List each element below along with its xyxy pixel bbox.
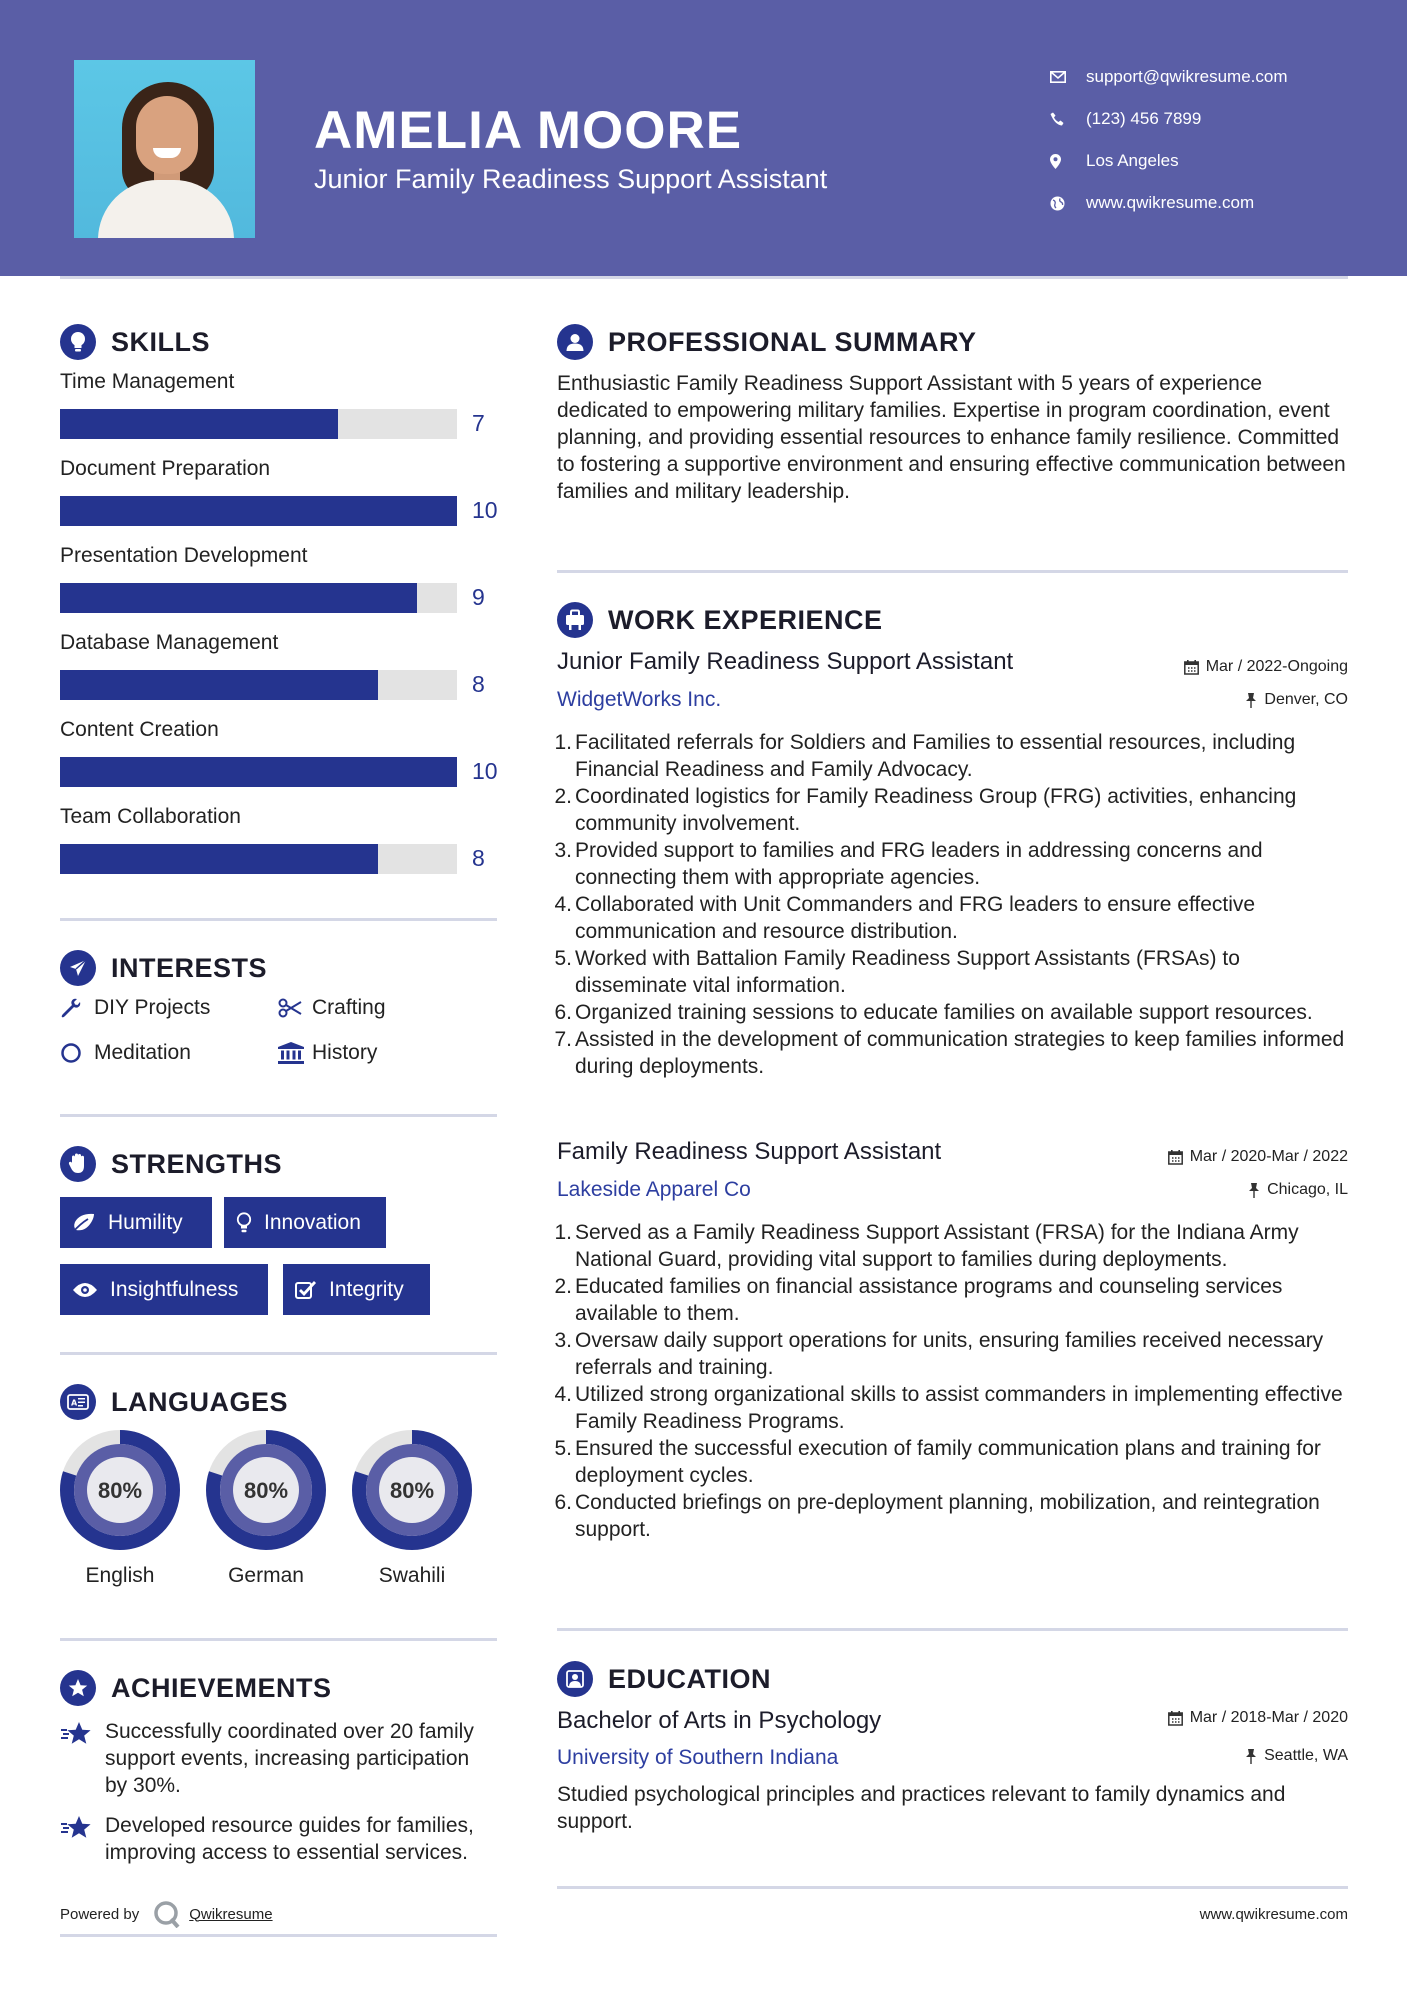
graduate-icon bbox=[557, 1661, 593, 1697]
language-ring bbox=[60, 1430, 180, 1550]
job-dates bbox=[1048, 1148, 1348, 1166]
resume-header bbox=[0, 0, 1407, 276]
skill-value: 10 bbox=[472, 758, 498, 784]
qwikresume-logo-icon bbox=[153, 1900, 181, 1928]
profile-photo bbox=[74, 60, 255, 238]
job-dates-text: Mar / 2020-Mar / 2022 bbox=[1189, 1148, 1348, 1165]
bullet-text: Worked with Battalion Family Readiness Support Assistants (FRSAs) to disseminate vital information. bbox=[575, 947, 1240, 997]
star-icon bbox=[60, 1812, 105, 1866]
interests-divider bbox=[60, 1114, 497, 1117]
calendar-icon bbox=[1168, 1150, 1183, 1165]
skill-name: Presentation Development bbox=[60, 544, 308, 567]
education-location-text: Seattle, WA bbox=[1264, 1747, 1348, 1764]
job-bullet-list bbox=[553, 1219, 1353, 1543]
job-role: Family Readiness Support Assistant bbox=[557, 1138, 942, 1165]
skill-bar-fill bbox=[60, 583, 417, 613]
job-bullet bbox=[553, 1381, 1353, 1435]
pushpin-icon bbox=[1245, 1748, 1257, 1764]
contact-email[interactable] bbox=[1050, 56, 1288, 98]
skill-name: Team Collaboration bbox=[60, 805, 241, 828]
skills-divider bbox=[60, 918, 497, 921]
job-bullet bbox=[553, 1435, 1353, 1489]
skill-value: 7 bbox=[472, 410, 485, 436]
languages-divider bbox=[60, 1638, 497, 1641]
skill-bar-track bbox=[60, 409, 457, 439]
summary-divider bbox=[557, 570, 1348, 573]
powered-by-brand[interactable]: Qwikresume bbox=[189, 1905, 273, 1923]
contact-website[interactable] bbox=[1050, 182, 1288, 224]
job-dates-text: Mar / 2022-Ongoing bbox=[1205, 658, 1348, 675]
candidate-title: Junior Family Readiness Support Assistant bbox=[314, 164, 828, 194]
bullet-number: 7. bbox=[554, 1028, 572, 1051]
bullet-number: 2. bbox=[554, 1275, 572, 1298]
language-name: English bbox=[85, 1564, 155, 1587]
language-item bbox=[352, 1430, 472, 1588]
education-location bbox=[1048, 1747, 1348, 1765]
education-degree: Bachelor of Arts in Psychology bbox=[557, 1707, 882, 1734]
bullet-number: 4. bbox=[554, 893, 572, 916]
education-description: Studied psychological principles and practices relevant to family dynamics and support. bbox=[557, 1783, 1286, 1833]
work-divider bbox=[557, 1628, 1348, 1631]
interest-item bbox=[60, 996, 210, 1020]
bullet-number: 2. bbox=[554, 785, 572, 808]
map-pin-icon bbox=[1050, 154, 1086, 169]
strengths-heading bbox=[60, 1146, 282, 1182]
language-name: German bbox=[228, 1564, 304, 1587]
star-badge-icon bbox=[60, 1670, 96, 1706]
strength-label: Innovation bbox=[264, 1210, 361, 1234]
eye-icon bbox=[72, 1282, 98, 1298]
languages-heading bbox=[60, 1384, 288, 1420]
interests-title: INTERESTS bbox=[111, 952, 268, 983]
achievement-text: Successfully coordinated over 20 family support events, increasing participation by 30%. bbox=[105, 1720, 474, 1797]
language-ring bbox=[352, 1430, 472, 1550]
work-title: WORK EXPERIENCE bbox=[608, 604, 883, 635]
bullet-number: 1. bbox=[554, 731, 572, 754]
job-bullet bbox=[553, 729, 1353, 783]
hand-icon bbox=[60, 1146, 96, 1182]
skill-name: Document Preparation bbox=[60, 457, 271, 480]
interest-label: DIY Projects bbox=[94, 996, 211, 1019]
skill-bar-fill bbox=[60, 844, 378, 874]
skill-item bbox=[60, 544, 500, 610]
skill-value: 8 bbox=[472, 845, 485, 871]
education-dates bbox=[1048, 1709, 1348, 1727]
briefcase-icon bbox=[557, 602, 593, 638]
interest-item bbox=[278, 1041, 377, 1065]
check-square-icon bbox=[295, 1280, 317, 1300]
bullet-number: 4. bbox=[554, 1383, 572, 1406]
bullet-number: 1. bbox=[554, 1221, 572, 1244]
skill-bar-fill bbox=[60, 670, 378, 700]
lightbulb-icon bbox=[60, 324, 96, 360]
summary-title: PROFESSIONAL SUMMARY bbox=[608, 326, 977, 357]
wrench-icon bbox=[60, 997, 94, 1019]
pushpin-icon bbox=[1245, 692, 1257, 708]
skill-bar-track bbox=[60, 670, 457, 700]
circle-icon bbox=[60, 1042, 94, 1064]
skill-bar-track bbox=[60, 844, 457, 874]
job-bullet bbox=[553, 783, 1353, 837]
job-bullet bbox=[553, 999, 1353, 1026]
bullet-text: Conducted briefings on pre-deployment planning, mobilization, and reintegration support. bbox=[575, 1491, 1320, 1541]
job-company: WidgetWorks Inc. bbox=[557, 688, 722, 711]
achievement-item bbox=[60, 1812, 480, 1866]
interest-item bbox=[60, 1041, 191, 1065]
bullet-text: Utilized strong organizational skills to assist commanders in implementing effective Family Readiness Programs. bbox=[575, 1383, 1343, 1433]
phone-icon bbox=[1050, 112, 1086, 126]
pushpin-icon bbox=[1248, 1182, 1260, 1198]
job-company: Lakeside Apparel Co bbox=[557, 1178, 751, 1201]
svg-text:A: A bbox=[71, 1398, 78, 1408]
leaf-icon bbox=[72, 1213, 96, 1233]
education-dates-text: Mar / 2018-Mar / 2020 bbox=[1189, 1709, 1348, 1726]
bullet-text: Collaborated with Unit Commanders and FRG leaders to ensure effective communication and resource distribution. bbox=[575, 893, 1256, 943]
contact-list bbox=[1050, 56, 1288, 224]
skill-item bbox=[60, 805, 500, 871]
contact-phone[interactable] bbox=[1050, 98, 1288, 140]
strength-label: Integrity bbox=[329, 1277, 404, 1301]
footer-url[interactable]: www.qwikresume.com bbox=[1199, 1906, 1348, 1923]
calendar-icon bbox=[1184, 660, 1199, 675]
candidate-name: AMELIA MOORE bbox=[314, 101, 743, 160]
job-location-text: Denver, CO bbox=[1264, 691, 1348, 708]
job-location bbox=[1048, 691, 1348, 709]
education-divider bbox=[557, 1886, 1348, 1889]
skills-title: SKILLS bbox=[111, 326, 211, 357]
contact-location bbox=[1050, 140, 1288, 182]
skill-name: Time Management bbox=[60, 370, 235, 393]
language-item bbox=[206, 1430, 326, 1588]
contact-location-text: Los Angeles bbox=[1086, 151, 1179, 170]
strength-chip bbox=[224, 1197, 386, 1248]
interest-label: History bbox=[312, 1041, 378, 1064]
job-bullet bbox=[553, 1273, 1353, 1327]
interest-label: Crafting bbox=[312, 996, 386, 1019]
strength-label: Humility bbox=[108, 1210, 183, 1234]
museum-icon bbox=[278, 1042, 312, 1064]
language-item bbox=[60, 1430, 180, 1588]
skill-bar-fill bbox=[60, 409, 338, 439]
skill-item bbox=[60, 457, 500, 523]
languages-title: LANGUAGES bbox=[111, 1386, 289, 1417]
skill-bar-track bbox=[60, 757, 457, 787]
summary-text: Enthusiastic Family Readiness Support Assistant with 5 years of experience dedicated to empowering military families. Expertise in program coordination, event planning, and providing essential resources to enhance family resilience. Committed to fostering a supportive environment and ensuring effective communication between families and military leadership. bbox=[557, 372, 1346, 503]
job-bullet bbox=[553, 1327, 1353, 1381]
paper-plane-icon bbox=[60, 950, 96, 986]
interest-item bbox=[278, 996, 386, 1020]
job-bullet bbox=[553, 891, 1353, 945]
bullet-number: 3. bbox=[554, 839, 572, 862]
powered-by[interactable] bbox=[60, 1900, 273, 1928]
skill-item bbox=[60, 718, 500, 784]
bullet-text: Ensured the successful execution of family communication plans and training for deployment cycles. bbox=[575, 1437, 1321, 1487]
achievements-title: ACHIEVEMENTS bbox=[111, 1672, 332, 1703]
bullet-number: 5. bbox=[554, 1437, 572, 1460]
bullet-number: 6. bbox=[554, 1491, 572, 1514]
bullet-text: Provided support to families and FRG leaders in addressing concerns and connecting them with appropriate agencies. bbox=[575, 839, 1263, 889]
strength-label: Insightfulness bbox=[110, 1277, 239, 1301]
education-title: EDUCATION bbox=[608, 1663, 771, 1694]
contact-email-text: support@qwikresume.com bbox=[1086, 67, 1288, 86]
envelope-icon bbox=[1050, 71, 1086, 83]
header-divider bbox=[60, 276, 1348, 279]
skill-bar-track bbox=[60, 496, 457, 526]
powered-by-label: Powered by bbox=[60, 1905, 140, 1923]
language-percent: 80% bbox=[389, 1478, 435, 1503]
strength-chip bbox=[60, 1197, 212, 1248]
contact-website-text: www.qwikresume.com bbox=[1086, 193, 1255, 212]
strengths-divider bbox=[60, 1352, 497, 1355]
achievement-item bbox=[60, 1718, 480, 1799]
job-role: Junior Family Readiness Support Assistant bbox=[557, 648, 1014, 675]
skill-item bbox=[60, 631, 500, 697]
education-heading bbox=[557, 1661, 771, 1697]
scissors-icon bbox=[278, 998, 312, 1018]
skill-item bbox=[60, 370, 500, 436]
globe-icon bbox=[1050, 196, 1086, 211]
language-name: Swahili bbox=[378, 1564, 446, 1587]
job-bullet bbox=[553, 837, 1353, 891]
bullet-number: 3. bbox=[554, 1329, 572, 1352]
language-ring bbox=[206, 1430, 326, 1550]
job-bullet-list bbox=[553, 729, 1353, 1080]
bullet-text: Assisted in the development of communication strategies to keep families informed during deployments. bbox=[575, 1028, 1345, 1078]
interest-label: Meditation bbox=[94, 1041, 191, 1064]
skill-value: 8 bbox=[472, 671, 485, 697]
skill-bar-fill bbox=[60, 757, 457, 787]
skill-bar-track bbox=[60, 583, 457, 613]
interests-heading bbox=[60, 950, 267, 986]
language-percent: 80% bbox=[97, 1478, 143, 1503]
bullet-number: 5. bbox=[554, 947, 572, 970]
user-icon bbox=[557, 324, 593, 360]
strength-chip bbox=[60, 1264, 268, 1315]
bullet-text: Coordinated logistics for Family Readiness Group (FRG) activities, enhancing community involvement. bbox=[575, 785, 1297, 835]
language-percent: 80% bbox=[243, 1478, 289, 1503]
education-school: University of Southern Indiana bbox=[557, 1746, 839, 1769]
strength-chip bbox=[283, 1264, 430, 1315]
skill-name: Content Creation bbox=[60, 718, 219, 741]
job-dates bbox=[1048, 658, 1348, 676]
left-footer-divider bbox=[60, 1934, 497, 1937]
job-location-text: Chicago, IL bbox=[1267, 1181, 1348, 1198]
achievement-text: Developed resource guides for families, improving access to essential services. bbox=[105, 1814, 474, 1864]
lightbulb-outline-icon bbox=[236, 1212, 252, 1234]
bullet-number: 6. bbox=[554, 1001, 572, 1024]
contact-phone-text: (123) 456 7899 bbox=[1086, 109, 1202, 128]
job-bullet bbox=[553, 1026, 1353, 1080]
job-bullet bbox=[553, 1219, 1353, 1273]
calendar-icon bbox=[1168, 1711, 1183, 1726]
achievements-heading bbox=[60, 1670, 332, 1706]
work-heading bbox=[557, 602, 883, 638]
skill-bar-fill bbox=[60, 496, 457, 526]
summary-heading bbox=[557, 324, 977, 360]
skill-value: 10 bbox=[472, 497, 498, 523]
job-location bbox=[1048, 1181, 1348, 1199]
bullet-text: Educated families on financial assistance programs and counseling services available to them. bbox=[575, 1275, 1283, 1325]
skills-heading bbox=[60, 324, 210, 360]
bullet-text: Served as a Family Readiness Support Assistant (FRSA) for the Indiana Army National Guard, providing vital support to families during deployments. bbox=[575, 1221, 1299, 1271]
bullet-text: Facilitated referrals for Soldiers and Families to essential resources, including Financial Readiness and Family Advocacy. bbox=[575, 731, 1296, 781]
skill-name: Database Management bbox=[60, 631, 279, 654]
star-icon bbox=[60, 1718, 105, 1799]
language-icon bbox=[60, 1384, 96, 1420]
skill-value: 9 bbox=[472, 584, 485, 610]
bullet-text: Oversaw daily support operations for units, ensuring families received necessary referrals and training. bbox=[575, 1329, 1324, 1379]
job-bullet bbox=[553, 945, 1353, 999]
job-bullet bbox=[553, 1489, 1353, 1543]
strengths-title: STRENGTHS bbox=[111, 1148, 283, 1179]
bullet-text: Organized training sessions to educate families on available support resources. bbox=[575, 1001, 1313, 1024]
